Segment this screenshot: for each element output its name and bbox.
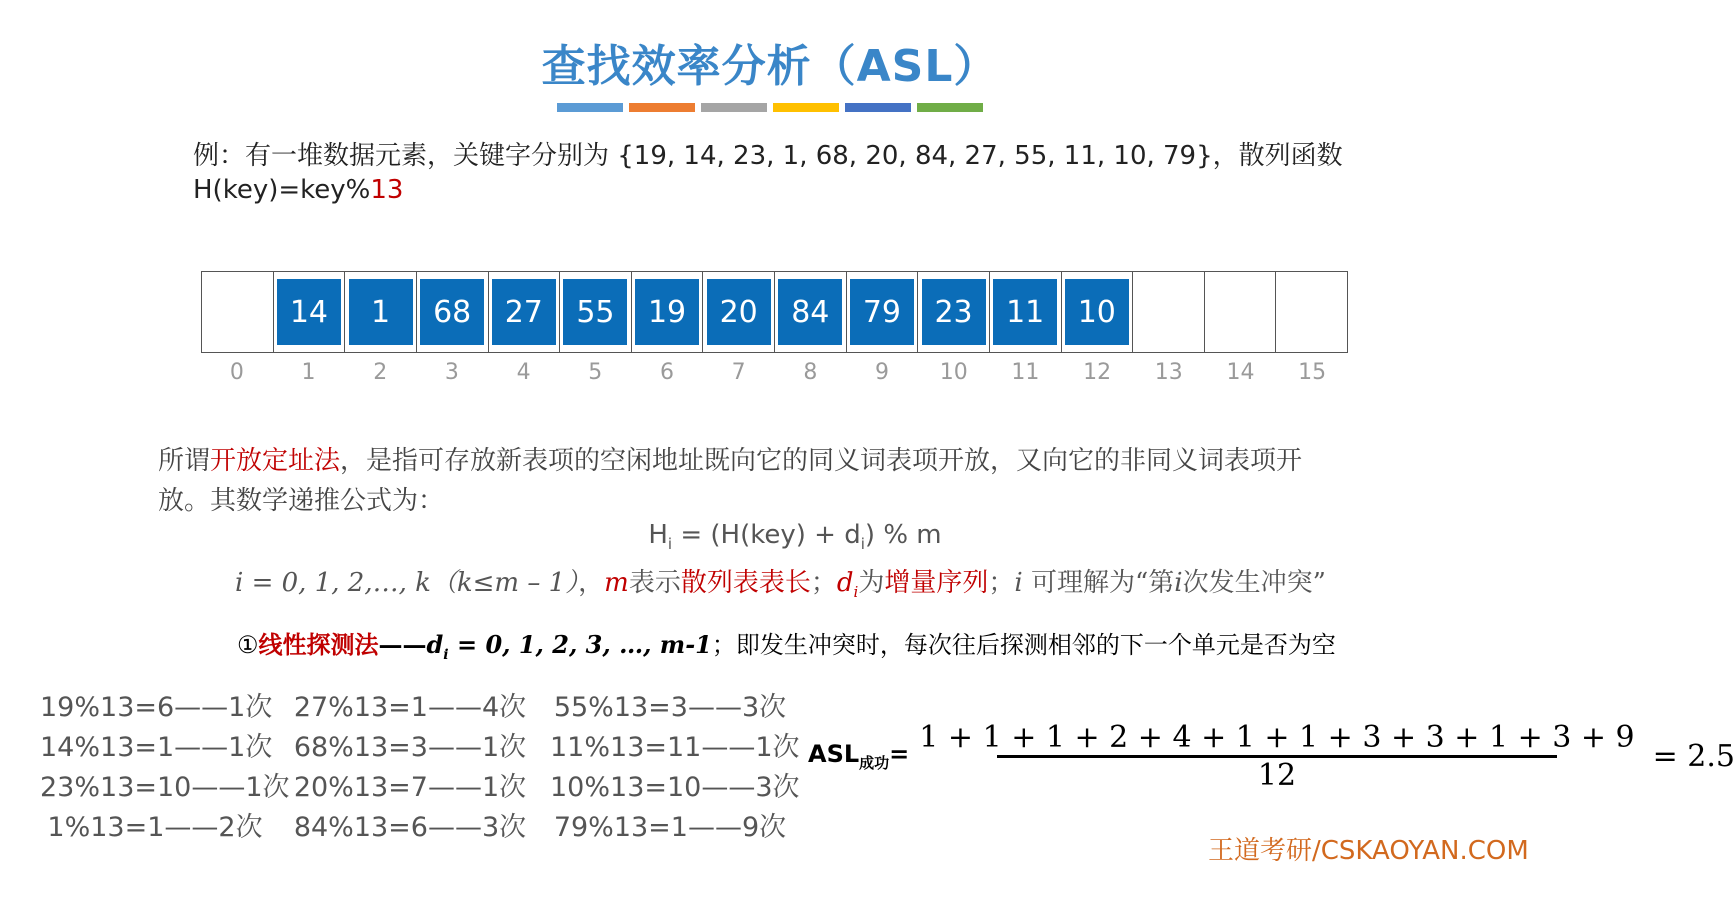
linear-probing-term: 线性探测法 [258,631,379,659]
i-text: 可理解为“第 [1022,568,1175,598]
hash-calculation: 14%13=1——1次 [40,732,273,763]
hash-table-cell [345,272,417,352]
color-segment [701,103,767,112]
d-text: 为 [858,568,885,598]
asl-subscript: 成功 [859,753,890,772]
asl-equals: = [889,740,910,769]
m-symbol: m [604,568,629,598]
k-constraint: （k≤m – 1） [430,568,579,598]
hash-table-cell [489,272,561,352]
hash-table-indices [201,360,1348,385]
hash-table-value: 68 [420,279,484,345]
hash-calculation: 23%13=10——1次 [40,772,290,803]
hash-table-cell [417,272,489,352]
increment-values: = 0, 1, 2, 3, …, m-1 [448,630,712,659]
linear-probing-line [237,625,1336,663]
hash-table-cell [990,272,1062,352]
increment-sequence-term: 增量序列 [884,568,989,598]
hash-table-cell [703,272,775,352]
calculation-row [40,690,790,730]
hash-table-index: 6 [659,360,674,385]
formula-middle: = (H(key) + d [672,520,861,550]
hash-table-index: 2 [373,360,388,385]
hash-table-index: 7 [731,360,746,385]
hash-table-value: 19 [635,279,699,345]
hash-table-cell [274,272,346,352]
hash-table-index: 15 [1298,360,1327,385]
hash-table-index: 13 [1154,360,1183,385]
formula-sub-i: i [860,535,865,554]
hash-modulus: 13 [370,175,404,205]
separator: ， [578,568,605,598]
separator: ； [988,568,1015,598]
formula-end: ) % m [864,520,942,550]
hash-table-cell [847,272,919,352]
i-symbol: i [1174,568,1183,598]
recurrence-formula [0,520,1590,553]
hash-table-cell [560,272,632,352]
d-symbol: d [836,568,854,598]
m-text: 表示 [628,568,681,598]
d-subscript: i [853,583,859,602]
definition-paragraph-1 [158,440,1302,477]
hash-calculations [40,690,800,850]
color-segment [773,103,839,112]
color-segment [557,103,623,112]
asl-numerator: 1 + 1 + 1 + 2 + 4 + 1 + 1 + 3 + 3 + 1 + 3 + 9 [919,720,1635,755]
hash-calculation: 55%13=3——3次 [553,692,787,723]
hash-table-cell [1276,272,1347,352]
hash-table-index: 14 [1226,360,1255,385]
asl-denominator: 12 [1257,758,1297,793]
calculation-row [40,810,790,850]
hash-calculation: 84%13=6——3次 [293,812,527,843]
hash-calculation: 79%13=1——9次 [553,812,787,843]
definition-paragraph-2: 放。其数学递推公式为： [158,486,445,516]
hash-table-value: 79 [850,279,914,345]
separator: ； [810,568,837,598]
asl-label [808,740,909,773]
hash-table-value: 84 [778,279,842,345]
hash-table-value: 20 [707,279,771,345]
hash-table-value: 55 [563,279,627,345]
hash-calculation: 1%13=1——2次 [47,812,263,843]
asl-fraction [911,720,1642,793]
asl-formula [808,720,1735,793]
hash-table-cell [918,272,990,352]
i-symbol: i [1014,568,1023,598]
hash-table-index: 8 [803,360,818,385]
title-color-bar [557,103,983,112]
intro-line-2 [193,175,403,205]
color-segment [917,103,983,112]
calculation-row [40,770,800,810]
definition-text: ，是指可存放新表项的空闲地址既向它的同义词表项开放，又向它的非同义词表项开 [340,446,1303,476]
hash-table-cell [1062,272,1134,352]
page-title: 查找效率分析（ASL） [541,41,999,92]
hash-table-cell [1205,272,1277,352]
hash-calculation: 68%13=3——1次 [293,732,527,763]
circled-number: ① [237,631,259,659]
hash-table-cell [632,272,704,352]
hash-table-index: 11 [1011,360,1040,385]
i-text-end: 次发生冲突” [1182,568,1326,598]
hash-calculation: 20%13=7——1次 [293,772,527,803]
hash-calculation: 19%13=6——1次 [40,692,273,723]
hash-table-value: 1 [349,279,413,345]
definition-prefix: 所谓 [158,446,211,476]
hash-table-index: 5 [588,360,603,385]
hash-table-value: 10 [1065,279,1129,345]
hash-calculation: 27%13=1——4次 [293,692,527,723]
hash-table-value: 27 [492,279,556,345]
hash-table-cell [1133,272,1205,352]
hash-table-index: 10 [939,360,968,385]
hash-table-cell [202,272,274,352]
color-segment [629,103,695,112]
dash: —— [378,630,427,659]
hash-table-index: 9 [875,360,890,385]
asl-result: = 2.5 [1652,739,1735,774]
hash-table-index: 12 [1083,360,1112,385]
formula-conditions [235,562,1326,601]
open-addressing-term: 开放定址法 [210,446,341,476]
formula-H: H [648,520,668,550]
hash-table-value: 11 [993,279,1057,345]
hash-table-index: 3 [444,360,459,385]
hash-table-index: 4 [516,360,531,385]
hash-table-cell [775,272,847,352]
d-subscript: i [443,646,449,663]
watermark: 王道考研/CSKAOYAN.COM [1208,836,1529,866]
color-segment [845,103,911,112]
hash-table-index: 0 [229,360,244,385]
table-length-term: 散列表表长 [680,568,811,598]
hash-calculation: 11%13=11——1次 [550,732,800,763]
hash-table-index: 1 [301,360,316,385]
linear-probing-description: ；即发生冲突时，每次往后探测相邻的下一个单元是否为空 [711,631,1336,659]
intro-line-1: 例：有一堆数据元素，关键字分别为 {19, 14, 23, 1, 68, 20, 84, 27, 55, 11, 10, 79}，散列函数 [193,141,1343,171]
asl-text: ASL [808,740,860,769]
index-range: i = 0, 1, 2,…, k [235,568,431,598]
formula-sub-i: i [667,535,673,554]
hash-calculation: 10%13=10——3次 [550,772,800,803]
calculation-row [40,730,800,770]
hash-table-value: 23 [922,279,986,345]
hash-table-value: 14 [277,279,341,345]
hash-function: H(key)=key% [193,175,371,205]
hash-table [201,271,1348,353]
d-symbol: d [426,630,444,659]
